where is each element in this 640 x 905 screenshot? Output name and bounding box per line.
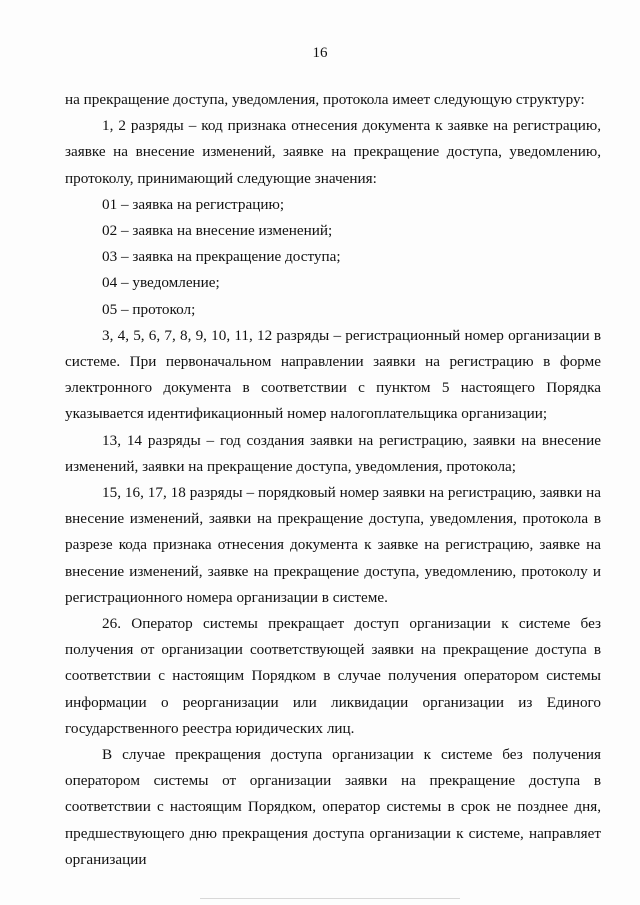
page-number: 16 xyxy=(312,45,328,61)
paragraph-clause-26: 26. Оператор системы прекращает доступ организации к системе без получения от организации соответствующей заявки на прекращение доступа в соответствии с настоящим Порядком в случае получения оператором системы информации о реорганизации или ликвидации организации из Единого государственного реестра юридических лиц. xyxy=(65,615,601,737)
paragraph-digits-1-2: 1, 2 разряды – код признака отнесения документа к заявке на регистрацию, заявке на внесение изменений, заявке на прекращение доступа, уведомлению, протоколу, принимающий следующие значения: xyxy=(65,117,601,187)
list-item-04: 04 – уведомление; xyxy=(102,274,220,292)
document-body xyxy=(65,87,601,873)
list-item-02: 02 – заявка на внесение изменений; xyxy=(102,222,333,240)
paragraph-digits-3-12: 3, 4, 5, 6, 7, 8, 9, 10, 11, 12 разряды – регистрационный номер организации в системе. При первоначальном направлении заявки на регистрацию в форме электронного документа в соответствии с пунктом 5 настоящего Порядка указывается идентификационный номер налогоплательщика организации; xyxy=(65,326,601,423)
scan-bottom-edge xyxy=(200,898,460,899)
paragraph-digits-13-14: 13, 14 разряды – год создания заявки на регистрацию, заявки на внесение изменений, заявки на прекращение доступа, уведомления, протокола; xyxy=(65,431,601,475)
list-item-03: 03 – заявка на прекращение доступа; xyxy=(102,248,341,266)
list-item-01: 01 – заявка на регистрацию; xyxy=(102,195,285,213)
paragraph-access-termination: В случае прекращения доступа организации к системе без получения оператором системы от организации заявки на прекращение доступа в соответствии с настоящим Порядком, оператор системы в срок не позднее дня, предшествующего дню прекращения доступа организации к системе, направляет организации xyxy=(65,746,601,868)
paragraph-structure-intro: на прекращение доступа, уведомления, протокола имеет следующую структуру: xyxy=(65,91,585,108)
paragraph-digits-15-18: 15, 16, 17, 18 разряды – порядковый номер заявки на регистрацию, заявки на внесение изменений, заявки на прекращение доступа, уведомления, протокола в разрезе кода признака отнесения документа к заявке на регистрацию, заявке на внесение изменений, заявке на прекращение доступа, уведомлению, протоколу и регистрационного номера организации в системе. xyxy=(65,484,601,606)
list-item-05: 05 – протокол; xyxy=(102,300,196,318)
